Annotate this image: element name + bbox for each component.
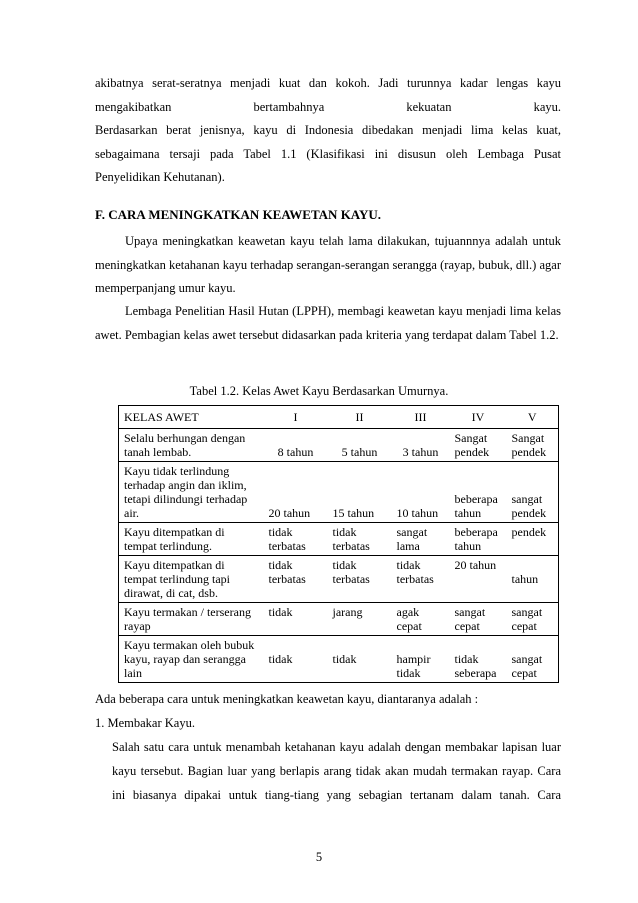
header-cell: III [392, 406, 450, 429]
table-cell: 20 tahun [450, 556, 507, 603]
section-heading: F. CARA MENINGKATKAN KEAWETAN KAYU. [95, 207, 382, 222]
table-cell: sangat lama [392, 523, 450, 556]
table-row [119, 429, 559, 462]
table-cell: 15 tahun [328, 462, 392, 523]
table-row [119, 556, 559, 603]
table-cell: tidak [264, 603, 328, 636]
table-row [119, 462, 559, 523]
table-cell: 10 tahun [392, 462, 450, 523]
paragraph-3: Upaya meningkatkan keawetan kayu telah lama dilakukan, tujuannnya adalah untuk meningkatkan ketahanan kayu terhadap serangan-serangan serangga (rayap, bubuk, dll.) agar memperpanjang umur kayu. [95, 234, 561, 295]
table-cell: sangat cepat [507, 603, 559, 636]
table-cell: 8 tahun [264, 429, 328, 462]
table-cell: tidak terbatas [264, 523, 328, 556]
table-cell: 20 tahun [264, 462, 328, 523]
table-cell: tidak terbatas [264, 556, 328, 603]
table-cell: jarang [328, 603, 392, 636]
table-caption: Tabel 1.2. Kelas Awet Kayu Berdasarkan Umurnya. [189, 384, 449, 398]
table-cell: pendek [507, 523, 559, 556]
page-number: 5 [315, 850, 323, 864]
table-header-row [119, 406, 559, 429]
table-cell: 5 tahun [328, 429, 392, 462]
table-cell: 3 tahun [392, 429, 450, 462]
list-item-body: Salah satu cara untuk menambah ketahanan kayu adalah dengan membakar lapisan luar kayu tersebut. Bagian luar yang berlapis arang tidak akan mudah termakan rayap. Cara ini biasanya dipakai untuk tiang-tiang yang sebagian tertanam dalam tanah. Cara [112, 740, 561, 802]
table-cell: tidak terbatas [328, 523, 392, 556]
table-cell: hampir tidak [392, 636, 450, 683]
table-cell: tidak terbatas [392, 556, 450, 603]
table-cell: tidak [264, 636, 328, 683]
table-cell: Kayu termakan oleh bubuk kayu, rayap dan serangga lain [119, 636, 264, 683]
header-cell: KELAS AWET [119, 406, 264, 429]
header-cell: I [264, 406, 328, 429]
table-cell: sangat pendek [507, 462, 559, 523]
table-cell: tidak [328, 636, 392, 683]
table-cell: Kayu ditempatkan di tempat terlindung. [119, 523, 264, 556]
paragraph-1: akibatnya serat-seratnya menjadi kuat dan kokoh. Jadi turunnya kadar lengas kayu mengakibatkan bertambahnya kekuatan kayu. [95, 76, 561, 114]
header-cell: IV [450, 406, 507, 429]
table-row [119, 636, 559, 683]
table-row [119, 523, 559, 556]
header-cell: V [507, 406, 559, 429]
table-cell: sangat cepat [450, 603, 507, 636]
table-row [119, 603, 559, 636]
paragraph-4: Lembaga Penelitian Hasil Hutan (LPPH), membagi keawetan kayu menjadi lima kelas awet. Pembagian kelas awet tersebut didasarkan pada kriteria yang terdapat dalam Tabel 1.2. [95, 304, 561, 342]
table-cell: beberapa tahun [450, 523, 507, 556]
table-cell: Sangat pendek [450, 429, 507, 462]
paragraph-5: Ada beberapa cara untuk meningkatkan keawetan kayu, diantaranya adalah : [95, 692, 479, 706]
table-cell: Sangat pendek [507, 429, 559, 462]
paragraph-2: Berdasarkan berat jenisnya, kayu di Indonesia dibedakan menjadi lima kelas kuat, sebagaimana tersaji pada Tabel 1.1 (Klasifikasi ini disusun oleh Lembaga Pusat Penyelidikan Kehutanan). [95, 123, 561, 184]
table-cell: Kayu ditempatkan di tempat terlindung tapi dirawat, di cat, dsb. [119, 556, 264, 603]
list-item-heading: 1. Membakar Kayu. [95, 716, 195, 730]
table-cell: tidak seberapa [450, 636, 507, 683]
header-cell: II [328, 406, 392, 429]
table-cell: beberapa tahun [450, 462, 507, 523]
table-cell: Selalu berhungan dengan tanah lembab. [119, 429, 264, 462]
durability-table [118, 405, 559, 683]
table-cell: sangat cepat [507, 636, 559, 683]
table-cell: Kayu termakan / terserang rayap [119, 603, 264, 636]
table-cell: agak cepat [392, 603, 450, 636]
table-cell: Kayu tidak terlindung terhadap angin dan iklim, tetapi dilindungi terhadap air. [119, 462, 264, 523]
table-cell: tahun [507, 556, 559, 603]
table-cell: tidak terbatas [328, 556, 392, 603]
